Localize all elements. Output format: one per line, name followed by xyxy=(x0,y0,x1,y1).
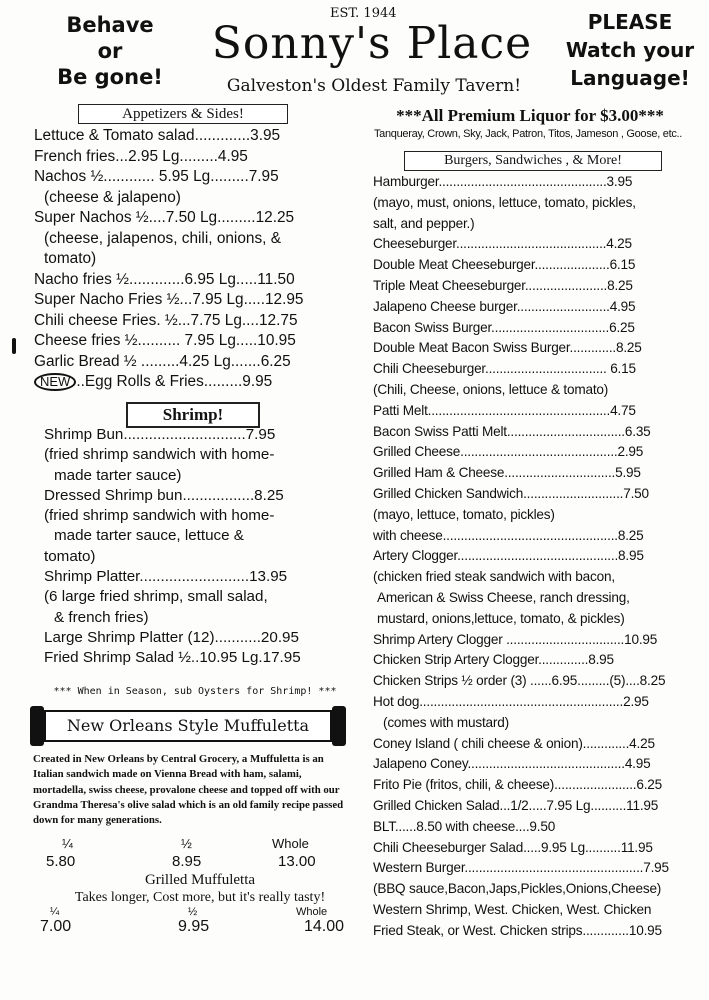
menu-item: Fried Shrimp Salad ½..10.95 Lg.17.95 xyxy=(44,649,301,667)
language-slogan xyxy=(560,8,700,92)
menu-item-note: (6 large fried shrimp, small salad, xyxy=(44,588,268,606)
menu-item: Bacon Swiss Patti Melt.................................6.35 xyxy=(373,423,651,439)
menu-item: French fries...2.95 Lg.........4.95 xyxy=(34,147,248,165)
behave-slogan xyxy=(40,12,180,90)
menu-item: Chili Cheeseburger Salad.....9.95 Lg..........11.95 xyxy=(373,839,653,855)
menu-item: Hamburger...............................................3.95 xyxy=(373,174,633,189)
shrimp-list xyxy=(44,425,358,669)
size-label: ½ xyxy=(181,836,192,851)
menu-item: Chicken Strip Artery Clogger..............8.95 xyxy=(373,652,614,668)
menu-item: Large Shrimp Platter (12)...........20.95 xyxy=(44,628,299,646)
menu-item-note: (comes with mustard) xyxy=(383,714,509,730)
menu-item: Garlic Bread ½ .........4.25 Lg.......6.25 xyxy=(34,352,291,370)
tagline: Galveston's Oldest Family Tavern! xyxy=(226,76,522,96)
menu-item: Chili Cheeseburger.................................. 6.15 xyxy=(373,361,636,377)
menu-item-note: (Chili, Cheese, onions, lettuce & tomato) xyxy=(373,381,609,397)
menu-item-note: mustard, onions,lettuce, tomato, & pickles) xyxy=(377,610,625,626)
menu-item-note: salt, and pepper.) xyxy=(373,215,475,231)
menu-item: Double Meat Cheeseburger.....................6.15 xyxy=(373,257,636,273)
restaurant-title: Sonny's Place xyxy=(211,18,533,69)
slogan-line: PLEASE xyxy=(587,10,673,34)
menu-item: Patti Melt...................................................4.75 xyxy=(373,402,636,418)
grilled-muffuletta-title: Grilled Muffuletta xyxy=(144,872,256,888)
size-label: Whole xyxy=(296,906,328,918)
menu-item: Western Shrimp, West. Chicken, West. Chicken xyxy=(373,901,652,917)
menu-item: Artery Clogger.............................................8.95 xyxy=(373,548,644,564)
menu-item-text: ..Egg Rolls & Fries.........9.95 xyxy=(76,373,273,390)
menu-item-note: (mayo, lettuce, tomato, pickles) xyxy=(373,506,555,522)
ink-mark xyxy=(12,338,16,354)
menu-item: Grilled Chicken Sandwich............................7.50 xyxy=(373,485,649,501)
menu-item: Triple Meat Cheeseburger.......................8.25 xyxy=(373,277,633,293)
size-label: Whole xyxy=(272,836,309,851)
menu-item: Western Burger..................................................7.95 xyxy=(373,860,669,876)
price: 7.00 xyxy=(40,918,72,935)
menu-item: Super Nachos ½....7.50 Lg.........12.25 xyxy=(34,209,295,226)
menu-item: Shrimp Platter..........................13.95 xyxy=(44,568,288,586)
menu-item: Shrimp Artery Clogger .................................10.95 xyxy=(373,631,658,647)
muffuletta-description: Created in New Orleans by Central Grocery, a Muffuletta is an Italian sandwich made on Vienna Bread with ham, salami, mortadella, swiss cheese, provalone cheese and topped off with our Grandma Theresa's olive salad which is an old family recipe passed down for many generations. xyxy=(33,753,344,827)
menu-item-note: (cheese & jalapeno) xyxy=(44,188,181,206)
menu-item: Nacho fries ½.............6.95 Lg.....11.50 xyxy=(34,270,295,288)
shrimp-heading: Shrimp! xyxy=(126,402,260,428)
established-year: EST. 1944 xyxy=(330,6,397,21)
menu-item: BLT......8.50 with cheese....9.50 xyxy=(373,818,556,834)
menu-item: Jalapeno Coney............................................4.95 xyxy=(373,756,651,772)
menu-item: Frito Pie (fritos, chili, & cheese).......................6.25 xyxy=(373,777,663,793)
menu-item-note: tomato) xyxy=(44,250,97,267)
menu-item: Chili cheese Fries. ½...7.75 Lg....12.75 xyxy=(34,311,298,329)
menu-item-note: (fried shrimp sandwich with home- xyxy=(44,446,275,464)
scroll-end-decoration xyxy=(332,706,346,746)
menu-item: Jalapeno Cheese burger..........................4.95 xyxy=(373,298,636,314)
slogan-line: Be gone! xyxy=(57,65,163,89)
muffuletta-banner xyxy=(30,706,346,746)
menu-item: Chicken Strips ½ order (3) ......6.95.........(5)....8.25 xyxy=(373,673,666,689)
menu-item: Grilled Chicken Salad...1/2.....7.95 Lg..........11.95 xyxy=(373,797,659,813)
slogan-line: Behave xyxy=(66,13,154,37)
price: 13.00 xyxy=(278,853,316,870)
menu-item-note: (fried shrimp sandwich with home- xyxy=(44,507,275,525)
slogan-line: or xyxy=(97,39,123,63)
menu-item: with cheese.................................................8.25 xyxy=(373,527,644,543)
size-label: ¼ xyxy=(62,836,73,851)
burgers-heading: Burgers, Sandwiches , & More! xyxy=(404,151,662,171)
menu-item: Fried Steak, or West. Chicken strips.............10.95 xyxy=(373,922,662,938)
appetizers-list xyxy=(34,126,362,393)
oyster-note: *** When in Season, sub Oysters for Shrimp! *** xyxy=(53,686,337,697)
slogan-line: Watch your xyxy=(565,38,695,62)
liquor-brands: Tanqueray, Crown, Sky, Jack, Patron, Titos, Jameson , Goose, etc.. xyxy=(373,128,683,140)
menu-item: Grilled Ham & Cheese...............................5.95 xyxy=(373,465,641,481)
menu-item: Hot dog.........................................................2.95 xyxy=(373,693,649,709)
size-label: ¼ xyxy=(50,906,60,918)
appetizers-heading: Appetizers & Sides! xyxy=(78,104,288,124)
menu-item: Super Nacho Fries ½...7.95 Lg.....12.95 xyxy=(34,291,304,308)
scroll-end-decoration xyxy=(30,706,44,746)
menu-item: Coney Island ( chili cheese & onion).............4.25 xyxy=(373,735,655,751)
menu-item-note: made tarter sauce, lettuce & xyxy=(54,527,244,545)
menu-item xyxy=(34,372,362,393)
menu-item: Lettuce & Tomato salad.............3.95 xyxy=(34,127,281,144)
muffuletta-heading: New Orleans Style Muffuletta xyxy=(44,710,332,742)
price: 8.95 xyxy=(172,853,202,870)
menu-item: Bacon Swiss Burger.................................6.25 xyxy=(373,319,635,335)
menu-item: Cheeseburger..........................................4.25 xyxy=(373,236,632,252)
menu-item-note: American & Swiss Cheese, ranch dressing, xyxy=(377,589,630,605)
menu-item: Shrimp Bun.............................7.95 xyxy=(44,426,276,443)
new-badge: NEW xyxy=(34,373,76,391)
menu-item-note: (cheese, jalapenos, chili, onions, & xyxy=(44,229,281,247)
menu-item-note: (BBQ sauce,Bacon,Japs,Pickles,Onions,Cheese) xyxy=(373,881,662,897)
menu-item-note: (mayo, must, onions, lettuce, tomato, pickles, xyxy=(373,194,636,210)
price: 14.00 xyxy=(304,918,345,935)
menu-item: Nachos ½............ 5.95 Lg.........7.95 xyxy=(34,168,279,185)
menu-item: Double Meat Bacon Swiss Burger.............8.25 xyxy=(373,340,642,356)
burgers-list xyxy=(373,172,703,941)
menu-item-note: tomato) xyxy=(44,547,96,565)
slogan-line: Language! xyxy=(570,66,690,90)
size-label: ½ xyxy=(188,906,198,918)
liquor-special: ***All Premium Liquor for $3.00*** xyxy=(396,106,664,125)
menu-item: Dressed Shrimp bun.................8.25 xyxy=(44,486,284,504)
menu-item-note: & french fries) xyxy=(54,608,149,626)
menu-item: Grilled Cheese............................................2.95 xyxy=(373,444,644,460)
price: 5.80 xyxy=(46,853,76,870)
grilled-muffuletta-note: Takes longer, Cost more, but it's really tasty! xyxy=(74,890,326,905)
menu-item-note: made tarter sauce) xyxy=(54,466,182,484)
price: 9.95 xyxy=(178,918,210,935)
menu-item: Cheese fries ½.......... 7.95 Lg.....10.95 xyxy=(34,332,296,349)
menu-item-note: (chicken fried steak sandwich with bacon, xyxy=(373,569,615,585)
